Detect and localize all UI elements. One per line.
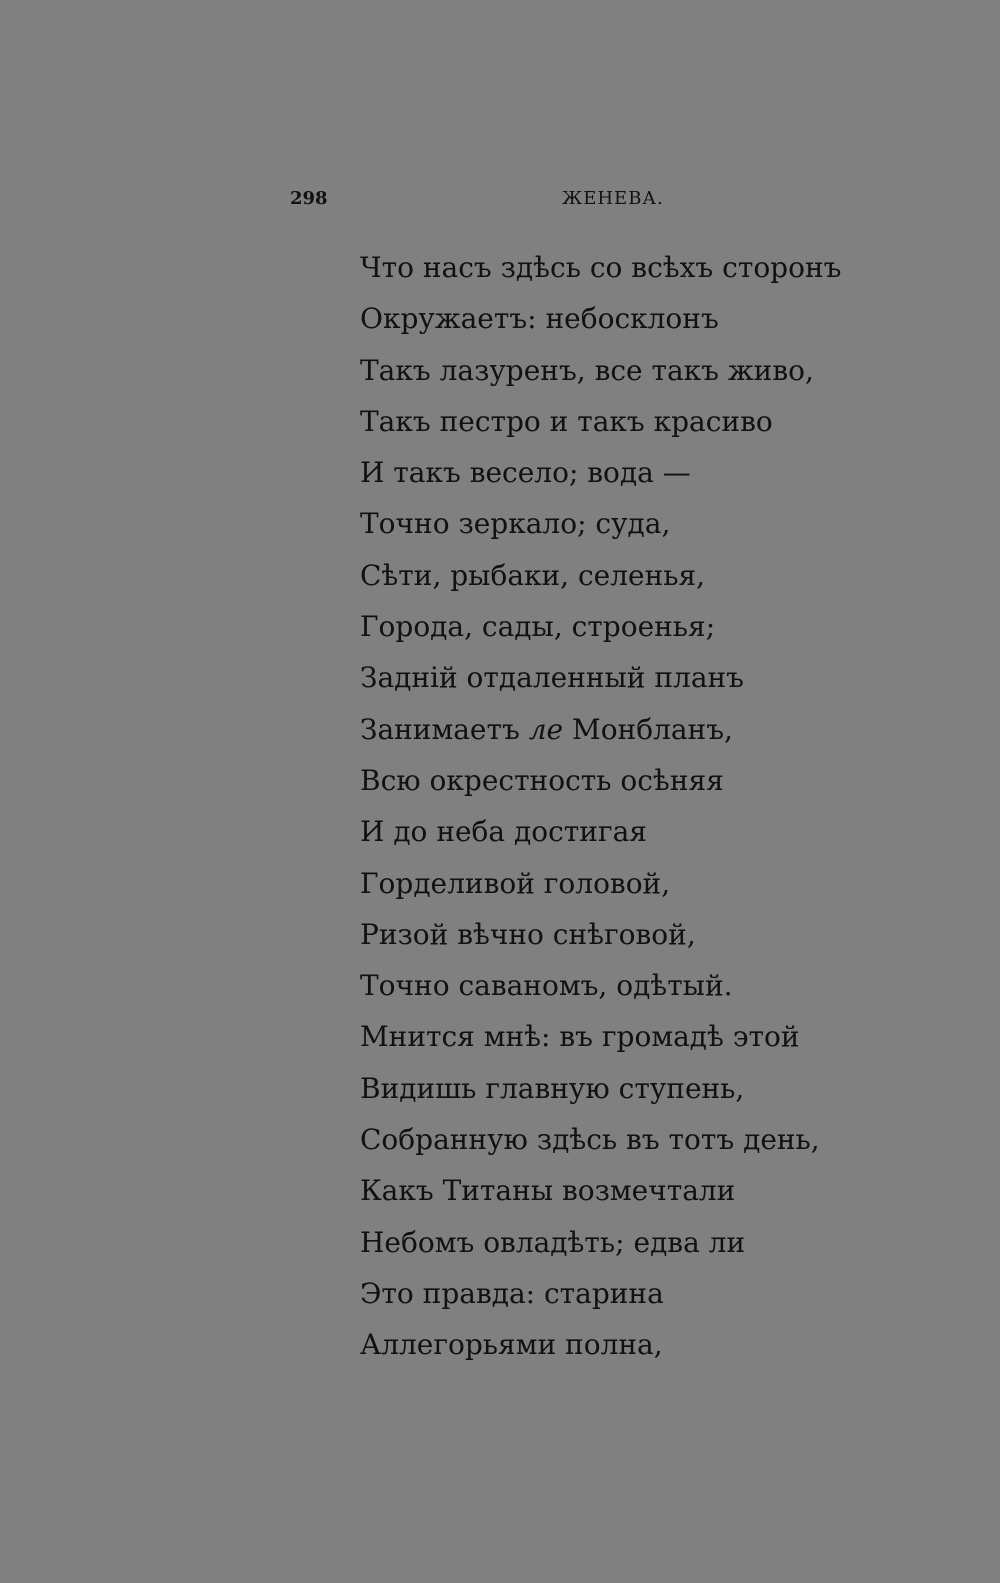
running-title: ЖЕНЕВА. xyxy=(562,188,664,209)
verse-line: Что насъ здѣсь со всѣхъ сторонъ xyxy=(360,251,842,284)
verse-line: Города, сады, строенья; xyxy=(360,610,716,644)
verse-line: Видишь главную ступень, xyxy=(360,1071,745,1105)
verse-line: Такъ пестро и такъ красиво xyxy=(360,404,773,438)
verse-line: Ризой вѣчно снѣговой, xyxy=(360,917,696,951)
page-number: 298 xyxy=(290,188,328,209)
verse-line: Это правда: старина xyxy=(360,1276,664,1310)
verse-line: Окружаетъ: небосклонъ xyxy=(360,302,719,336)
verse-line: Мнится мнѣ: въ громадѣ этой xyxy=(360,1020,800,1054)
verse-line: Всю окрестность осѣняя xyxy=(360,763,724,797)
verse-line-end: Монбланъ, xyxy=(572,712,733,746)
verse-line-mixed xyxy=(360,710,920,761)
verse-line: Заднiй отдаленный планъ xyxy=(360,661,744,695)
verse-line: Собранную здѣсь въ тотъ день, xyxy=(360,1123,820,1157)
verse-line: Такъ лазуренъ, все такъ живо, xyxy=(360,353,814,387)
page-header xyxy=(290,188,880,218)
verse-line: Горделивой головой, xyxy=(360,866,671,900)
verse-line: Сѣти, рыбаки, селенья, xyxy=(360,558,706,592)
verse-line-start: Занимаетъ xyxy=(360,712,520,746)
verse-line: Небомъ овладѣть; едва ли xyxy=(360,1225,746,1259)
poem-text xyxy=(360,248,920,1377)
verse-line: И такъ весело; вода — xyxy=(360,456,691,490)
verse-line: Аллегорьями полна, xyxy=(360,1328,663,1362)
verse-line: Какъ Титаны возмечтали xyxy=(360,1174,736,1208)
verse-line: И до неба достигая xyxy=(360,815,647,849)
italic-word: ле xyxy=(528,712,564,746)
verse-line: Точно зеркало; суда, xyxy=(360,507,671,541)
verse-line: Точно саваномъ, одѣтый. xyxy=(360,969,733,1003)
